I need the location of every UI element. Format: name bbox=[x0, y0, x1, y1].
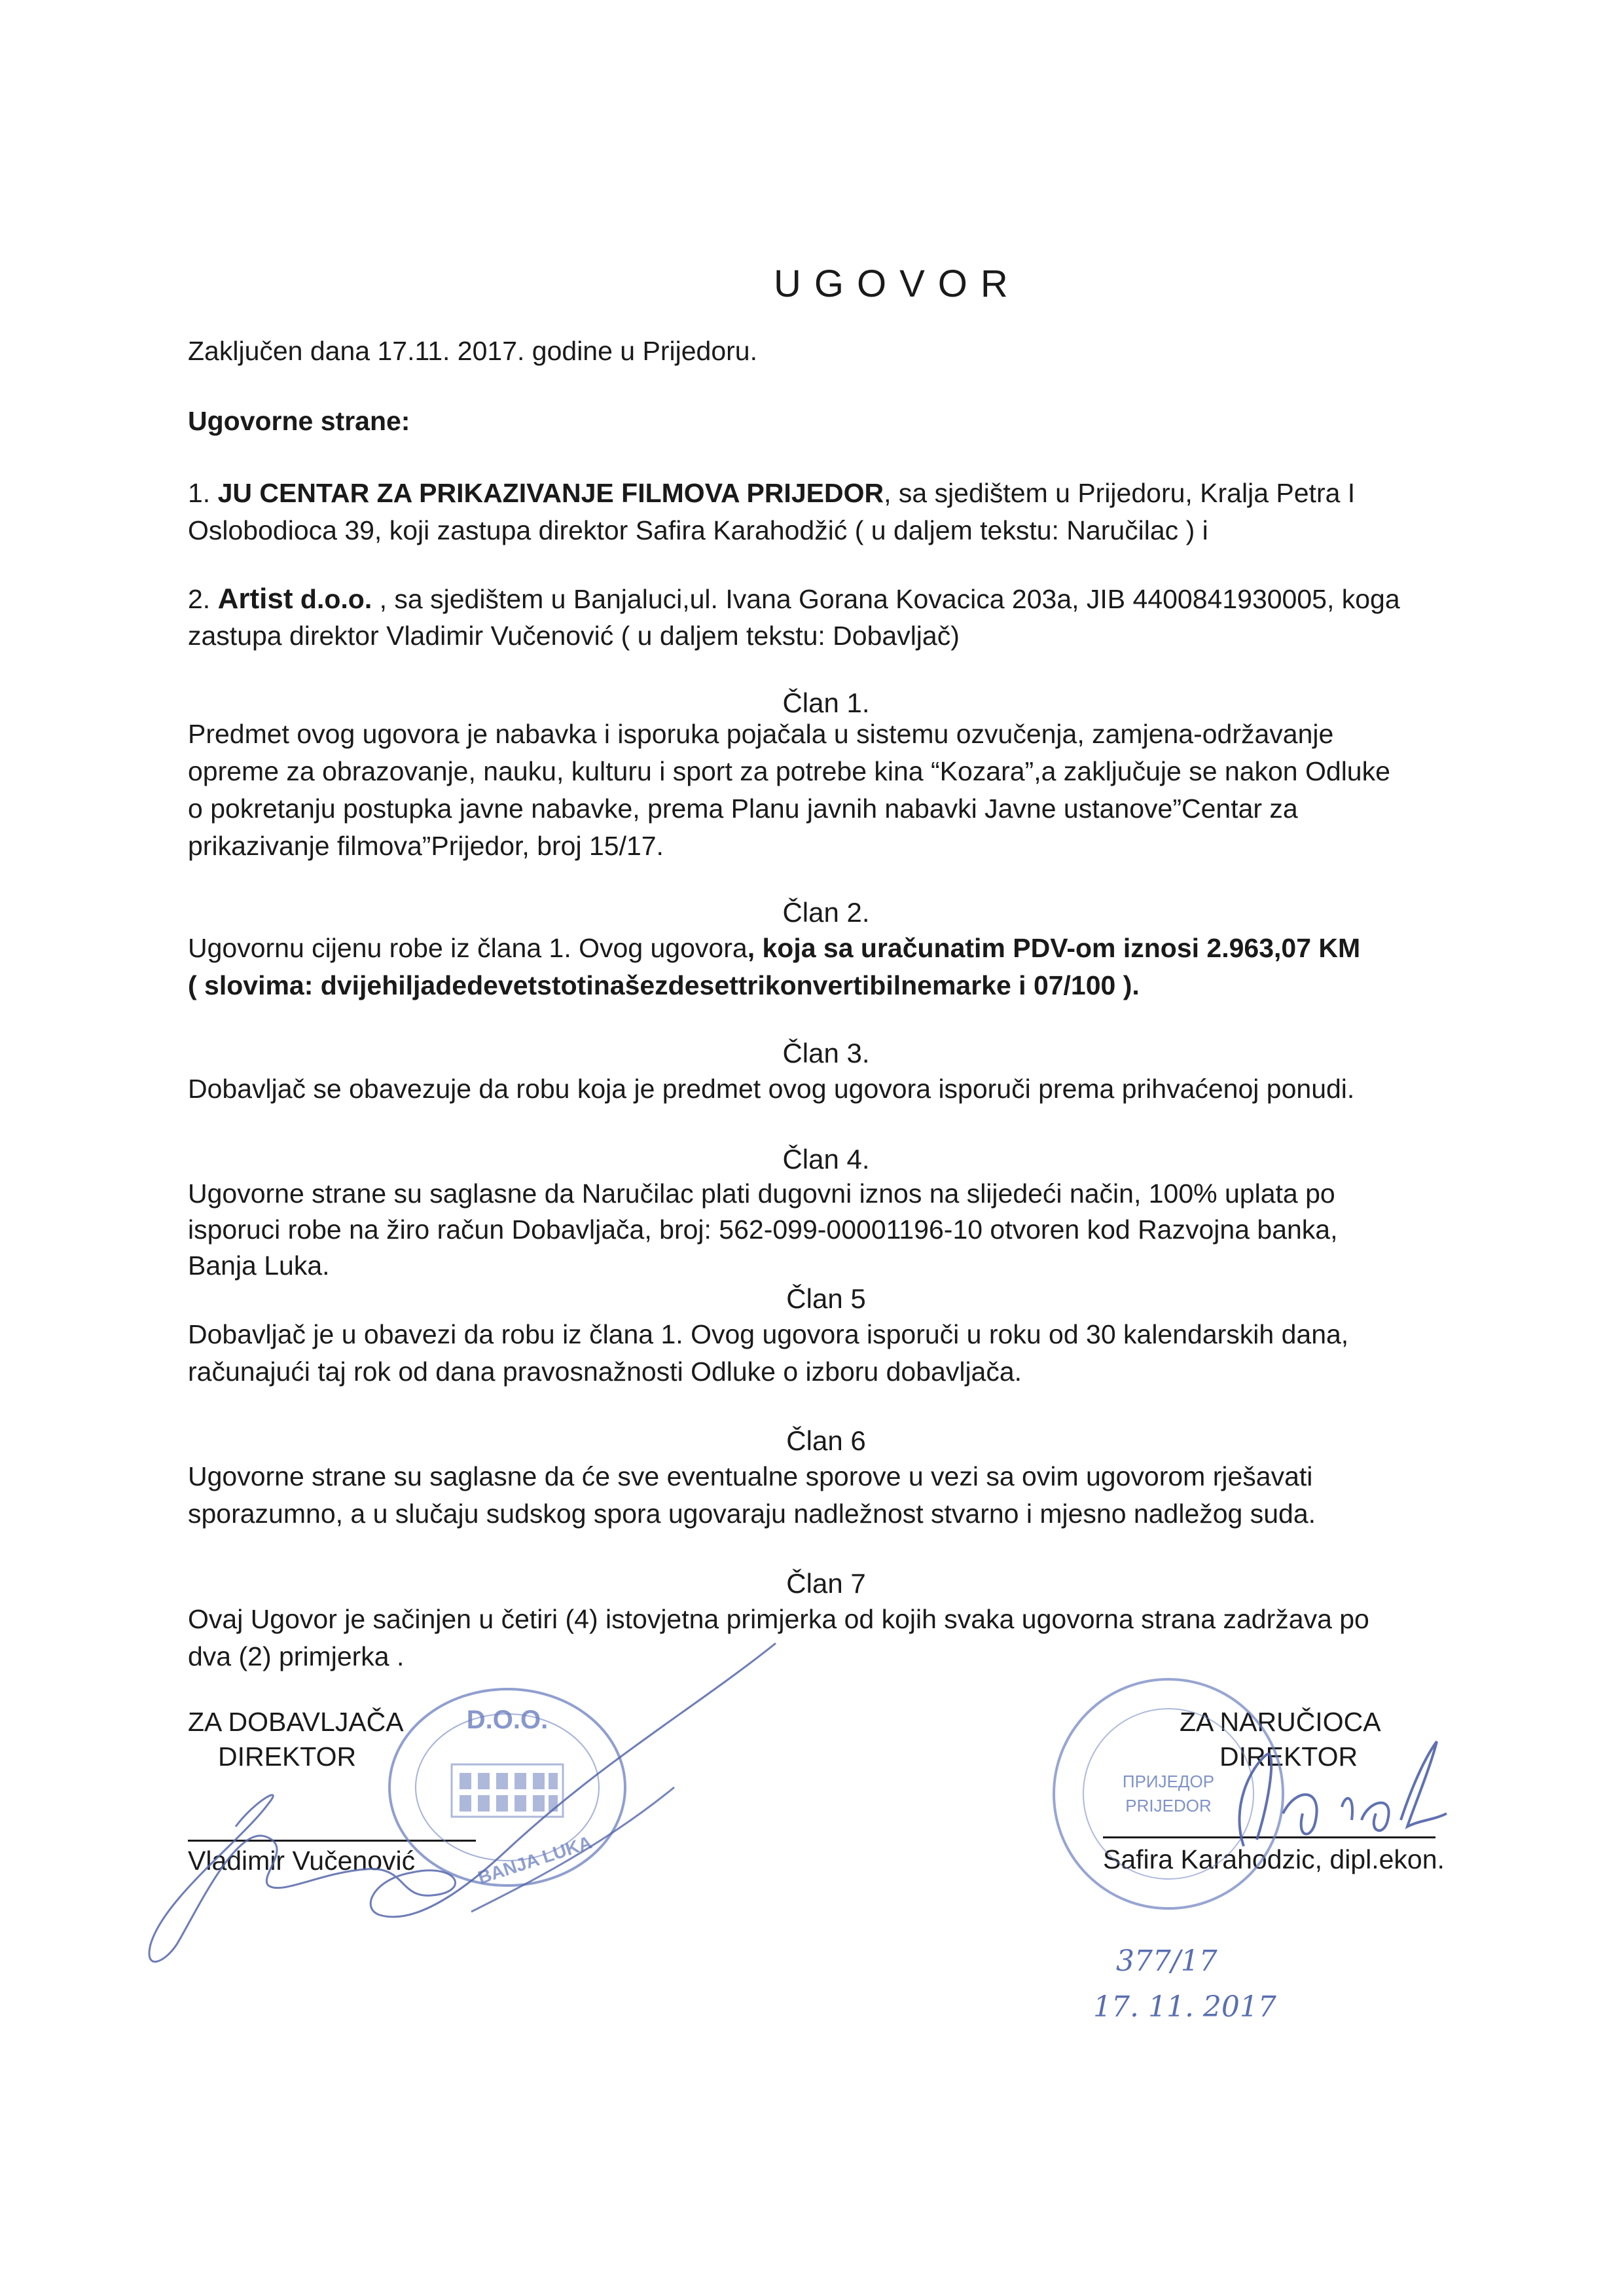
stamp-center-latin: PRIJEDOR bbox=[1125, 1796, 1212, 1815]
party2-suffix: d.o.o. bbox=[300, 584, 372, 614]
handwritten-date: 17. 11. 2017 bbox=[1093, 1990, 1276, 2024]
client-handwritten-signature bbox=[1204, 1728, 1453, 1872]
clan5-line: Dobavljač je u obavezi da robu iz člana 1. Ovog ugovora isporuči u roku od 30 kalendarskih dana, bbox=[188, 1319, 1349, 1349]
clan4-heading: Član 4. bbox=[782, 1144, 870, 1175]
clan3-heading: Član 3. bbox=[782, 1038, 870, 1068]
party1-number: 1. bbox=[188, 478, 211, 508]
party2-line1-rest: , sa sjedištem u Banjaluci,ul. Ivana Gorana Kovacica 203a, JIB 4400841930005, koga bbox=[372, 584, 1400, 614]
clan1-heading: Član 1. bbox=[782, 687, 870, 718]
party2-number: 2. bbox=[188, 584, 211, 614]
party2-line1 bbox=[188, 580, 1400, 618]
document-title: UGOVOR bbox=[774, 263, 1021, 305]
clan6-body bbox=[188, 1458, 1559, 1533]
clan1-line: opreme za obrazovanje, nauku, kulturu i sport za potrebe kina “Kozara”,a zaključuje se nakon Odluke bbox=[188, 756, 1390, 786]
clan7-line: dva (2) primjerka . bbox=[188, 1641, 405, 1671]
clan6-line: Ugovorne strane su saglasne da će sve eventualne sporove u vezi sa ovim ugovorom rješavati bbox=[188, 1461, 1313, 1491]
clan2-heading: Član 2. bbox=[782, 897, 870, 928]
clan7-heading: Član 7 bbox=[786, 1568, 866, 1599]
clan7-line: Ovaj Ugovor je sačinjen u četiri (4) istovjetna primjerka od kojih svaka ugovorna strana zadržava po bbox=[188, 1604, 1369, 1634]
clan4-line: isporuci robe na žiro račun Dobavljača, broj: 562-099-00001196-10 otvoren kod Razvojna banka, bbox=[188, 1214, 1338, 1245]
supplier-director-label: DIREKTOR bbox=[218, 1741, 357, 1772]
client-label: ZA NARUČIOCA bbox=[1180, 1707, 1381, 1737]
concluded-line: Zaklјučen dana 17.11. 2017. godine u Prijedoru. bbox=[188, 336, 757, 366]
parties-heading: Ugovorne strane: bbox=[188, 406, 410, 436]
clan4-line: Banja Luka. bbox=[188, 1250, 330, 1281]
stamp-bottom-text: BANJA LUKA bbox=[475, 1832, 594, 1888]
party2-line2: zastupa direktor Vladimir Vučenović ( u daljem tekstu: Dobavljač) bbox=[188, 621, 960, 651]
clan1-line: o pokretanju postupka javne nabavke, prema Planu javnih nabavki Javne ustanove”Centar za bbox=[188, 793, 1298, 824]
clan6-heading: Član 6 bbox=[786, 1425, 866, 1456]
client-name: Safira Karahodzic, dipl.ekon. bbox=[1103, 1844, 1445, 1874]
supplier-name: Vladimir Vučenović bbox=[188, 1846, 416, 1876]
clan6-line: sporazumno, a u slučaju sudskog spora ugovaraju nadležnost stvarno i mjesno nadležog suda. bbox=[188, 1499, 1316, 1529]
handwritten-number: 377/17 bbox=[1116, 1944, 1218, 1978]
clan2-amount-words: ( slovima: dvijehiljadedevetstotinašezdesettrikonvertibilnemarke i 07/100 ). bbox=[188, 970, 1140, 1000]
clan3-line: Dobavljač se obavezuje da robu koja je predmet ovog ugovora isporuči prema prihvaćenoj ponudi. bbox=[188, 1074, 1355, 1104]
clan5-line: računajući taj rok od dana pravosnažnosti Odluke o izboru dobavljača. bbox=[188, 1357, 1022, 1387]
party1-line1-rest: , sa sjedištem u Prijedoru, Kralja Petra I bbox=[884, 478, 1356, 508]
supplier-label: ZA DOBAVLJAČA bbox=[188, 1707, 404, 1737]
stamp-top-text: D.O.O. bbox=[466, 1705, 549, 1734]
party1-line2: Oslobodioca 39, koji zastupa direktor Safira Karahodžić ( u daljem tekstu: Naručilac ) i bbox=[188, 515, 1208, 545]
clan5-heading: Član 5 bbox=[786, 1283, 866, 1314]
supplier-handwritten-signature bbox=[105, 1637, 785, 1977]
clan1-body bbox=[188, 716, 1559, 865]
client-director-label: DIREKTOR bbox=[1219, 1741, 1358, 1772]
party1-line1 bbox=[188, 475, 1355, 512]
clan2-amount: , koja sa uračunatim PDV-om iznosi 2.963,07 KM bbox=[747, 933, 1361, 963]
clan4-line: Ugovorne strane su saglasne da Naručilac plati dugovni iznos na slijedeći način, 100% uplata po bbox=[188, 1178, 1335, 1209]
clan2-line1 bbox=[188, 930, 1360, 967]
clan1-line: prikazivanje filmova”Prijedor, broj 15/17. bbox=[188, 831, 664, 861]
party1-name: JU CENTAR ZA PRIKAZIVANJE FILMOVA PRIJEDOR bbox=[217, 478, 884, 508]
stamp-center-cyrillic: ПРИЈЕДОР bbox=[1122, 1772, 1215, 1791]
clan2-plain: Ugovornu cijenu robe iz člana 1. Ovog ugovora bbox=[188, 933, 748, 963]
clan1-line: Predmet ovog ugovora je nabavka i isporuka pojačala u sistemu ozvučenja, zamjena-održavanje bbox=[188, 719, 1334, 749]
party2-name: Artist bbox=[217, 583, 293, 615]
